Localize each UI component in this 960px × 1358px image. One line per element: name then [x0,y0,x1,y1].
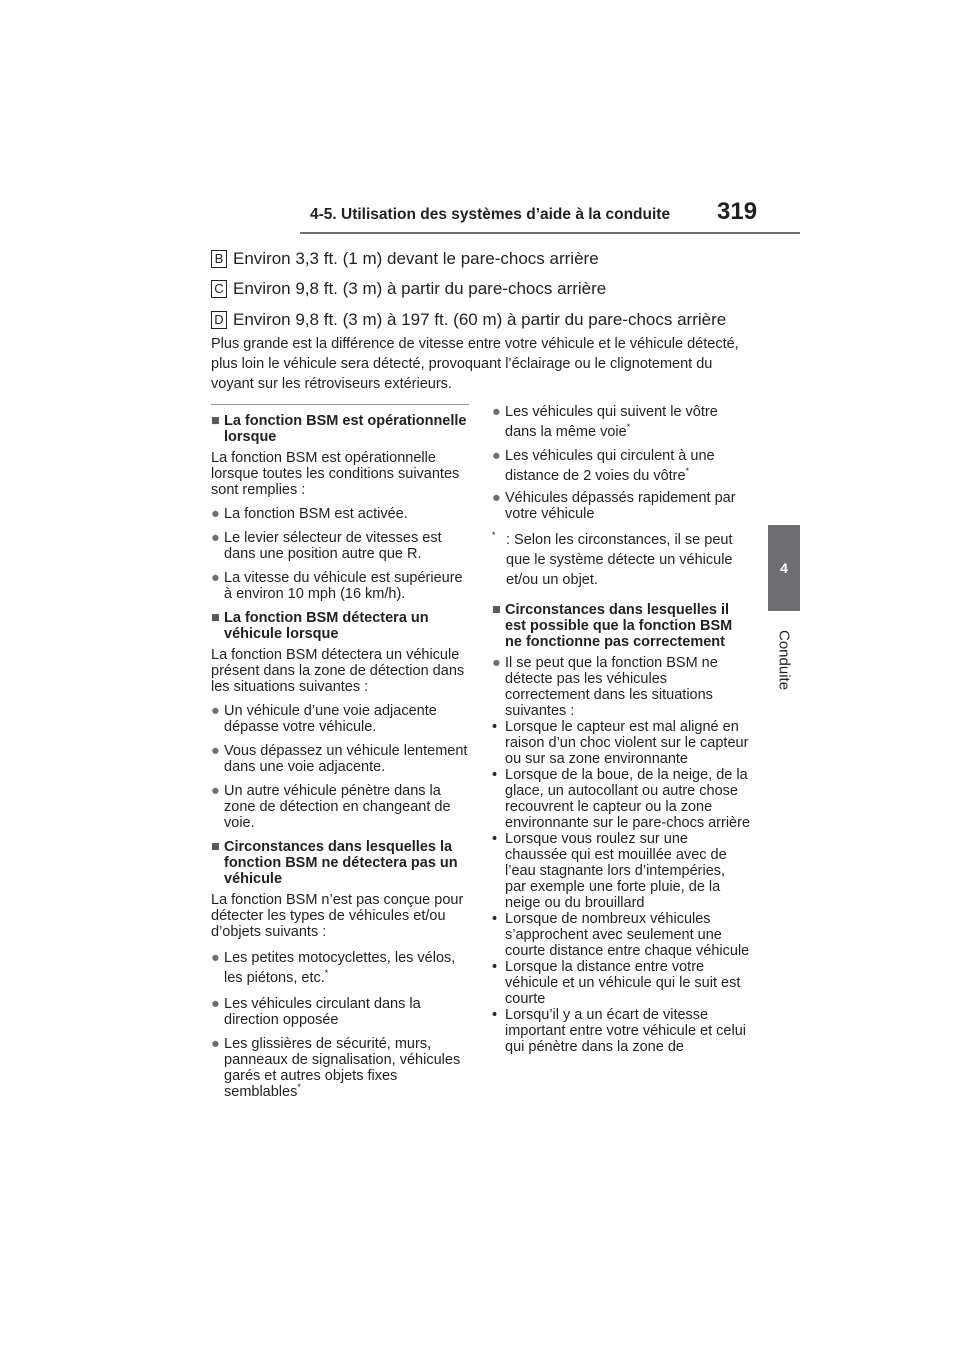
square-marker: ■ [211,610,220,626]
list-item-text: Il se peut que la fonction BSM ne détecte pas les véhicules correctement dans les situations suivantes : [505,655,718,719]
zone-b-line [211,249,599,269]
list-item [211,948,469,988]
list-item [211,743,469,775]
heading-text: Circonstances dans lesquelles la fonction BSM ne détectera pas un véhicule [224,839,458,887]
heading-text: Circonstances dans lesquelles il est possible que la fonction BSM ne fonctionne pas correctement [505,602,733,650]
list-item [492,655,750,719]
footnote-marker: * [685,466,690,477]
section-heading [492,602,750,650]
sub-list-item-text: Lorsque le capteur est mal aligné en raison d’un choc violent sur le capteur ou sur sa zone environnante [505,719,749,767]
right-column [492,402,750,1055]
sub-list-item-text: Lorsqu’il y a un écart de vitesse important entre votre véhicule et celui qui pénètre dans la zone de [505,1007,746,1055]
square-marker: ■ [211,839,220,855]
list-item-text: La fonction BSM est activée. [224,506,408,522]
list-item-text: Les véhicules qui circulent à une distance de 2 voies du vôtre [505,448,715,484]
list-item-text: Les véhicules circulant dans la direction opposée [224,996,421,1028]
bullet-marker: ● [211,530,220,546]
section-heading [211,413,469,445]
bullet-marker: ● [492,404,501,420]
zone-d-text: Environ 9,8 ft. (3 m) à 197 ft. (60 m) à partir du pare-chocs arrière [233,310,727,329]
list-item-text: Un autre véhicule pénètre dans la zone de détection en changeant de voie. [224,783,451,831]
zone-d-line [211,310,726,330]
sub-bullet-marker: • [492,911,498,927]
footnote [492,530,750,590]
column-rule [211,404,469,405]
page-number: 319 [717,198,758,225]
bullet-marker: ● [211,506,220,522]
sub-bullet-marker: • [492,959,498,975]
list-item [211,703,469,735]
zone-c-line [211,279,606,299]
bullet-marker: ● [211,743,220,759]
zone-b-marker: B [211,250,227,268]
bullet-marker: ● [492,655,501,671]
footnote-marker: * [626,422,631,433]
sub-bullet-marker: • [492,1007,498,1023]
section-intro: La fonction BSM est opérationnelle lorsque toutes les conditions suivantes sont remplies : [211,450,460,498]
sub-list-item-text: Lorsque vous roulez sur une chaussée qui est mouillée avec de l’eau stagnante lors d’intempéries, par exemple une forte pluie, de la neige ou du brouillard [505,831,727,911]
bullet-marker: ● [211,996,220,1012]
footnote-marker: * [492,530,496,541]
list-item [492,490,750,522]
sub-bullet-marker: • [492,767,498,783]
zone-c-marker: C [211,280,227,298]
square-marker: ■ [492,602,501,618]
zone-c-text: Environ 9,8 ft. (3 m) à partir du pare-chocs arrière [233,279,607,298]
square-marker: ■ [211,413,220,429]
list-item-text: Véhicules dépassés rapidement par votre véhicule [505,490,736,522]
list-item-text: La vitesse du véhicule est supérieure à environ 10 mph (16 km/h). [224,570,463,602]
footnote-marker: * [324,968,329,979]
sub-list-item [492,831,750,911]
zone-d-marker: D [211,311,227,329]
sub-list-item-text: Lorsque de la boue, de la neige, de la glace, un autocollant ou autre chose recouvrent le capteur ou la zone environnante sur le pare-chocs arrière [505,767,751,831]
sub-list-item-text: Lorsque de nombreux véhicules s’approchent avec seulement une courte distance entre chaque véhicule [505,911,750,959]
sub-list-item [492,959,750,1007]
chapter-label: Conduite [775,629,793,691]
chapter-tab: 4 [768,525,800,611]
header-rule [300,232,800,234]
left-column [211,404,469,1108]
list-item-text: Vous dépassez un véhicule lentement dans une voie adjacente. [224,743,468,775]
zone-b-text: Environ 3,3 ft. (1 m) devant le pare-chocs arrière [233,249,599,268]
sub-list-item [492,1007,750,1055]
list-item-text: Les véhicules qui suivent le vôtre dans la même voie [505,404,718,440]
sub-list-item [492,719,750,767]
section-heading [211,610,469,642]
list-item [211,530,469,562]
list-item [211,570,469,602]
footnote-marker: * [297,1082,301,1093]
section-intro: La fonction BSM n’est pas conçue pour détecter les types de véhicules et/ou d’objets suivants : [211,892,464,940]
sub-bullet-marker: • [492,719,498,735]
section-header: 4-5. Utilisation des systèmes d’aide à la conduite [310,206,671,223]
list-item [211,506,469,522]
bullet-marker: ● [211,570,220,586]
list-item-text: Les petites motocyclettes, les vélos, les piétons, etc. [224,950,456,986]
footnote-text: : Selon les circonstances, il se peut que le système détecte un véhicule et/ou un objet. [506,532,733,588]
list-item-text: Un véhicule d’une voie adjacente dépasse votre véhicule. [224,703,437,735]
list-item [492,402,750,442]
section-heading [211,839,469,887]
bullet-marker: ● [211,1036,220,1052]
list-item [211,1036,469,1100]
sub-bullet-marker: • [492,831,498,847]
sub-list-item [492,767,750,831]
section-intro: La fonction BSM détectera un véhicule présent dans la zone de détection dans les situations suivantes : [211,647,465,695]
sub-list-item-text: Lorsque la distance entre votre véhicule et un véhicule qui le suit est courte [505,959,741,1007]
list-item [492,446,750,486]
list-item-text: Les glissières de sécurité, murs, panneaux de signalisation, véhicules garés et autres objets fixes semblables [224,1036,461,1100]
intro-paragraph: Plus grande est la différence de vitesse entre votre véhicule et le véhicule détecté, plus loin le véhicule sera détecté, provoquant l’éclairage ou le clignotement du voyant sur les rétroviseurs extérieurs. [211,336,739,392]
list-item [211,996,469,1028]
bullet-marker: ● [211,783,220,799]
bullet-marker: ● [492,448,501,464]
list-item [211,783,469,831]
list-item-text: Le levier sélecteur de vitesses est dans une position autre que R. [224,530,442,562]
heading-text: La fonction BSM détectera un véhicule lorsque [224,610,429,642]
bullet-marker: ● [211,703,220,719]
sub-list-item [492,911,750,959]
bullet-marker: ● [211,950,220,966]
heading-text: La fonction BSM est opérationnelle lorsque [224,413,467,445]
bullet-marker: ● [492,490,501,506]
